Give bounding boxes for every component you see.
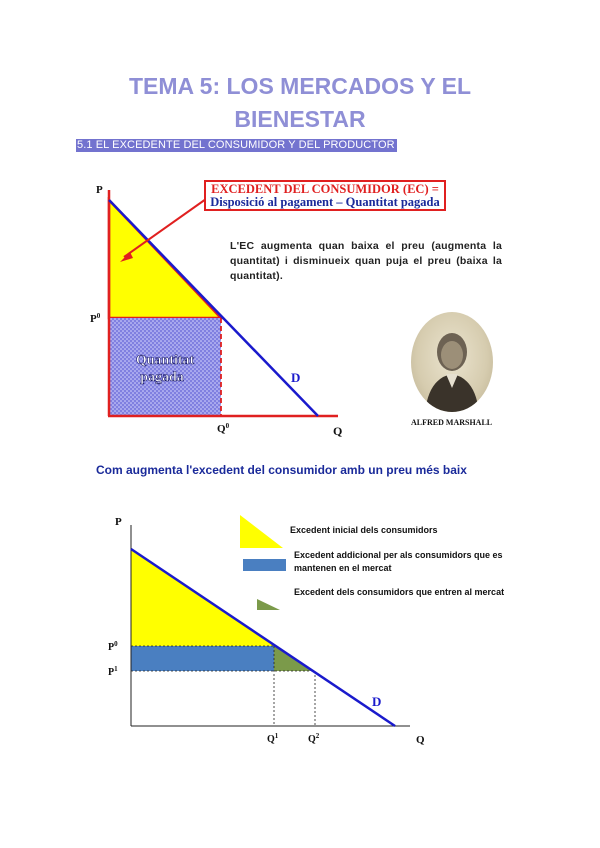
portrait-caption: ALFRED MARSHALL <box>411 418 493 427</box>
fig2-demand-label: D <box>372 694 382 709</box>
fig2-q1-label: $Q^1$ <box>267 732 279 745</box>
fig1-q0-label: $Q^0$ <box>217 422 230 435</box>
legend-item-initial: Excedent inicial dels consumidors <box>290 525 438 535</box>
surplus-increase-figure <box>0 505 600 755</box>
fig1-axis-p-label: P <box>96 184 103 196</box>
fig2-axis-q-label: Q <box>416 734 425 746</box>
ec-box-line1: EXCEDENT DEL CONSUMIDOR (EC) = <box>211 182 439 196</box>
legend-item-additional: Excedent addicional per als consumidors que es mantenen en el mercat <box>294 550 503 573</box>
additional-surplus-area <box>131 646 274 671</box>
figure2-heading: Com augmenta l'excedent del consumidor amb un preu més baix <box>96 463 467 477</box>
fig2-q2-label: $Q^2$ <box>308 732 320 745</box>
fig1-p0-label: $P^0$ <box>90 312 101 325</box>
fig2-axis-p-label: P <box>115 516 122 528</box>
section-subtitle: 5.1 EL EXCEDENTE DEL CONSUMIDOR Y DEL PRODUCTOR <box>77 139 395 151</box>
fig1-axis-q-label: Q <box>333 424 343 438</box>
paid-label-line1: Quantitat <box>135 353 195 368</box>
title-line-2: BIENESTAR <box>234 106 366 132</box>
fig2-p0-label: $P^0$ <box>108 640 118 653</box>
marshall-portrait <box>411 312 493 412</box>
ec-explanation: L'EC augmenta quan baixa el preu (augmenta la quantitat) i disminueix quan puja el preu (baixa la quantitat). <box>230 240 502 282</box>
fig2-p1-label: $P^1$ <box>108 665 118 678</box>
legend-swatch-yellow <box>240 515 283 548</box>
ec-box-line2: Disposició al pagament – Quantitat pagada <box>210 195 440 209</box>
title-line-1: TEMA 5: LOS MERCADOS Y EL <box>128 73 472 99</box>
legend-item-new: Excedent dels consumidors que entren al mercat <box>294 587 505 597</box>
paid-label-line2: pagada <box>140 370 184 385</box>
legend-swatch-blue <box>243 559 286 571</box>
ec-definition-box <box>204 180 446 211</box>
portrait-drawing <box>411 312 493 412</box>
legend-swatch-green <box>257 599 280 610</box>
fig1-demand-label: D <box>291 370 301 385</box>
